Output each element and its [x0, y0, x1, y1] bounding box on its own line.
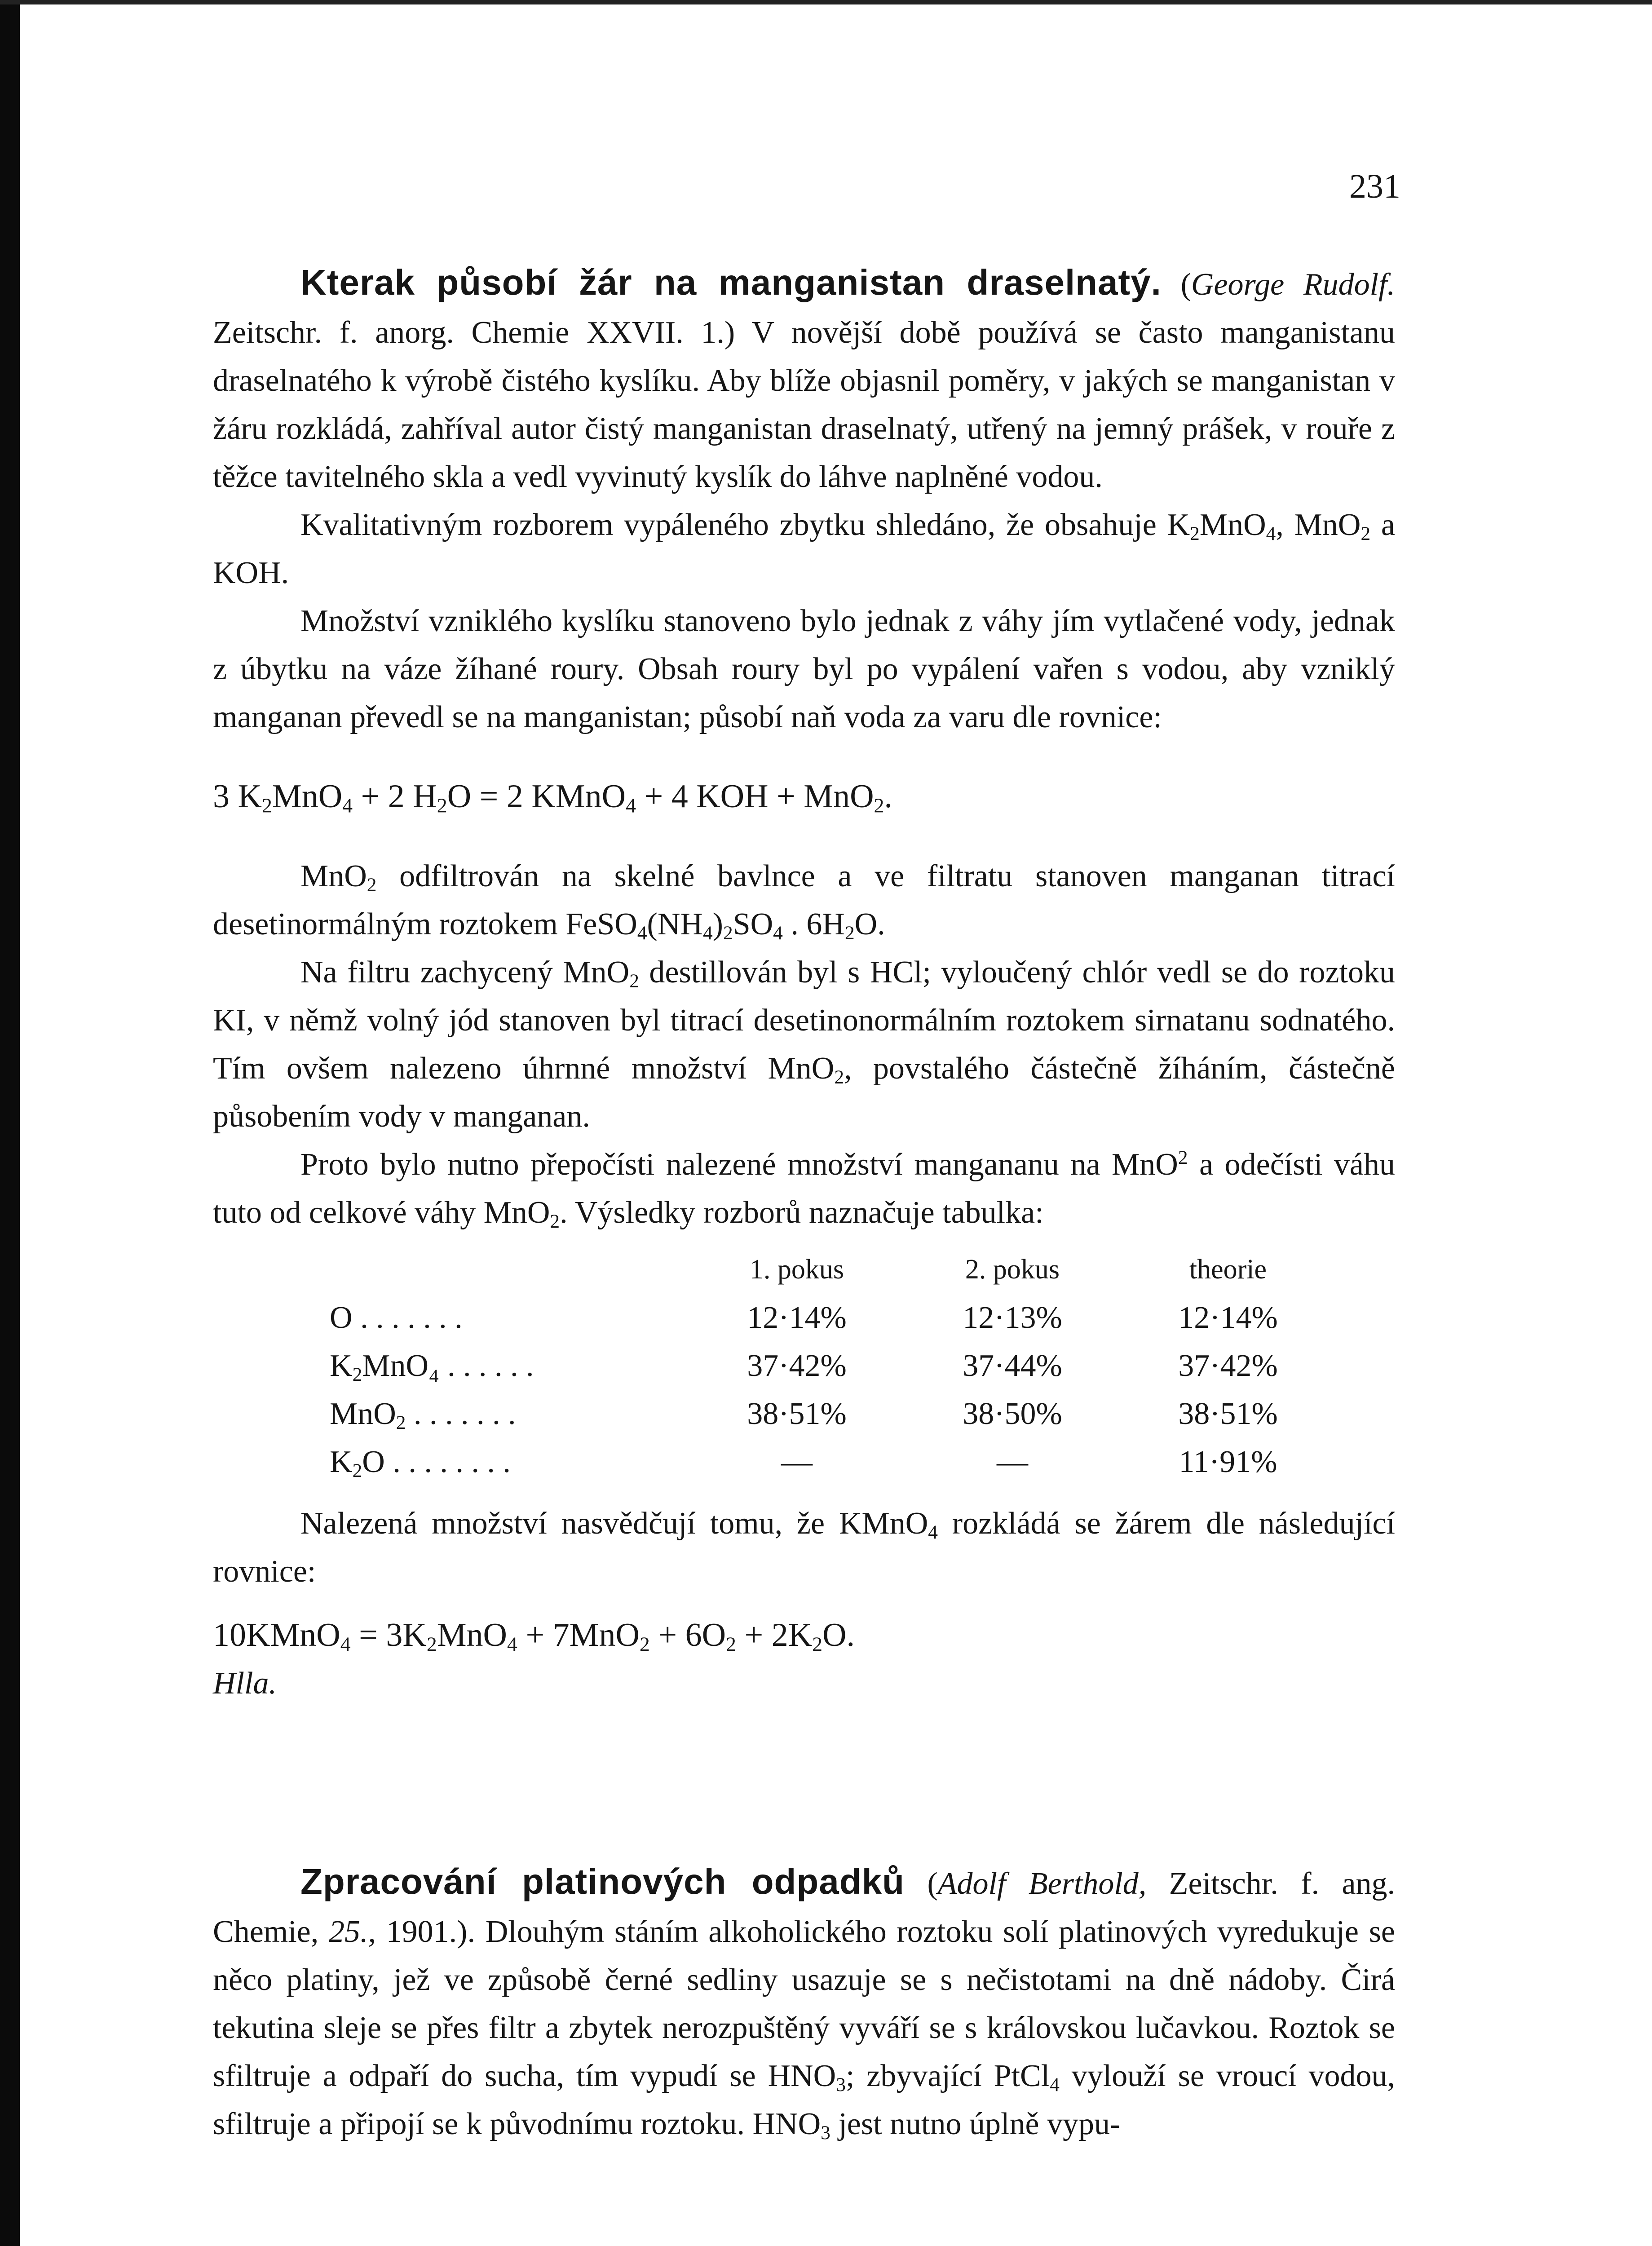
table-header: 2. pokus	[965, 1254, 1060, 1285]
table-cell: 38·50%	[963, 1397, 1062, 1431]
table-cell: 12·13%	[963, 1300, 1062, 1335]
table-cell: 38·51%	[747, 1397, 847, 1431]
table-row	[330, 1438, 1336, 1486]
article-platinum	[213, 1857, 1395, 2148]
scan-edge-left	[0, 0, 20, 2246]
table-cell: 37·42%	[1178, 1348, 1278, 1383]
table-cell: 37·42%	[747, 1348, 847, 1383]
article1-p6: Proto bylo nutno přepočísti nalezené množství mangananu na MnO$^2$ a odečísti váhu tuto od celkové váhy MnO$_2$. Výsledky rozborů naznačuje tabulka:	[213, 1147, 1395, 1232]
results-table	[330, 1246, 1336, 1486]
table-row-label: MnO$_2$ . . . . . . .	[330, 1397, 516, 1433]
article2-heading: Zpracování platinových odpadků	[300, 1861, 905, 1901]
table-header-row	[330, 1246, 1336, 1294]
article1-heading: Kterak působí žár na manganistan draselnatý.	[300, 262, 1162, 302]
table-cell: 12·14%	[747, 1300, 847, 1335]
table-header: 1. pokus	[749, 1254, 844, 1285]
table-cell: 11·91%	[1179, 1445, 1277, 1479]
table-cell: —	[997, 1445, 1028, 1479]
article2-text: Zpracování platinových odpadků (Adolf Berthold, Zeitschr. f. ang. Chemie, 25., 1901.). Dlouhým stáním alkoholického roztoku solí platinových vyredukuje se něco platiny, jež ve způsobě černé sedliny usazuje se s nečistotami na dně nádoby. Čirá tekutina sleje se přes filtr a zbytek nerozpuštěný vyváří se s královskou lučavkou. Roztok se sfiltruje a odpaří do sucha, tím vypudí se $HNO_3$; zbyvající PtCl$_4$ vylouží se vroucí vodou, sfiltruje a připojí se k původnímu roztoku. $HNO_3$ jest nutno úplně vypu-	[213, 1861, 1396, 2144]
article1-p5: Na filtru zachycený MnO$_2$ destillován byl s HCl; vyloučený chlór vedl se do roztoku KI, v němž volný jód stanoven byl titrací desetinonormálním roztokem sirnatanu sodnatého. Tím ovšem nalezeno úhrnné množství MnO$_2$, povstalého částečně žíháním, částečně působením vody v manganan.	[213, 955, 1395, 1134]
article-kmno4	[213, 258, 1395, 1707]
article1-citation: Zeitschr. f. anorg. Chemie XXVII. 1.)	[213, 315, 735, 350]
table-cell: 38·51%	[1178, 1397, 1278, 1431]
article1-author: George Rudolf.	[1191, 267, 1396, 302]
article1-intro: Kterak působí žár na manganistan draselnatý. (George Rudolf. Zeitschr. f. anorg. Chemie XXVII. 1.) V novější době používá se často manganistanu draselnatého k výrobě čistého kyslíku. Aby blíže objasnil poměry, v jakých se manganistan v žáru rozkládá, zahříval autor čistý manganistan draselnatý, utřený na jemný prášek, v rouře z těžce tavitelného skla a vedl vyvinutý kyslík do láhve naplněné vodou.	[213, 262, 1396, 494]
article1-p4: MnO$_2$ odfiltrován na skelné bavlnce a ve filtratu stanoven manganan titrací desetinormálným roztokem $FeSO_4(NH_4)_2SO_4$ . $6H_2O$.	[213, 859, 1395, 944]
table-row-label: O . . . . . . .	[330, 1300, 463, 1335]
table-row-label: $K_2MnO_4$ . . . . . .	[330, 1348, 534, 1385]
table-cell: 12·14%	[1178, 1300, 1278, 1335]
article1-p1: V novější době používá se často manganistanu draselnatého k výrobě čistého kyslíku. Aby blíže objasnil poměry, v jakých se manganistan v žáru rozkládá, zahříval autor čistý manganistan draselnatý, utřený na jemný prášek, v rouře z těžce tavitelného skla a vedl vyvinutý kyslík do láhve naplněné vodou.	[213, 315, 1395, 494]
table-row	[330, 1390, 1336, 1438]
equation-1: 3 $K_2MnO_4 + 2$ $H_2O = 2$ KMnO$_4$ + 4 KOH + MnO$_2$.	[213, 778, 892, 817]
table-header: theorie	[1189, 1254, 1267, 1285]
page-number: 231	[1349, 168, 1400, 205]
article2-author: Adolf Berthold,	[937, 1866, 1147, 1901]
article1-p2: Kvalitativným rozborem vypáleného zbytku shledáno, že obsahuje $K_2MnO_4$, MnO$_2$ a KOH.	[213, 508, 1395, 590]
article1-p3: Množství vzniklého kyslíku stanoveno bylo jednak z váhy jím vytlačené vody, jednak z úbytku na váze žíhané roury. Obsah roury byl po vypálení vařen s vodou, aby vzniklý manganan převedl se na manganistan; působí naň voda za varu dle rovnice:	[213, 604, 1395, 734]
scan-edge-top	[0, 0, 1652, 4]
equation-2: 10KMnO$_4$ = $3K_2MnO_4 + 7MnO_2 + 6O_2 + 2K_2O$.	[213, 1617, 855, 1656]
table-header	[330, 1246, 689, 1294]
table-cell: 37·44%	[963, 1348, 1062, 1383]
table-row	[330, 1342, 1336, 1390]
table-row-label: $K_2O$ . . . . . . . .	[330, 1445, 511, 1481]
article1-p7: Nalezená množství nasvědčují tomu, že KMnO$_4$ rozkládá se žárem dle následující rovnice:	[213, 1506, 1395, 1589]
article1-initials: Hlla.	[213, 1666, 277, 1701]
table-row	[330, 1294, 1336, 1342]
table-cell: —	[781, 1445, 813, 1479]
